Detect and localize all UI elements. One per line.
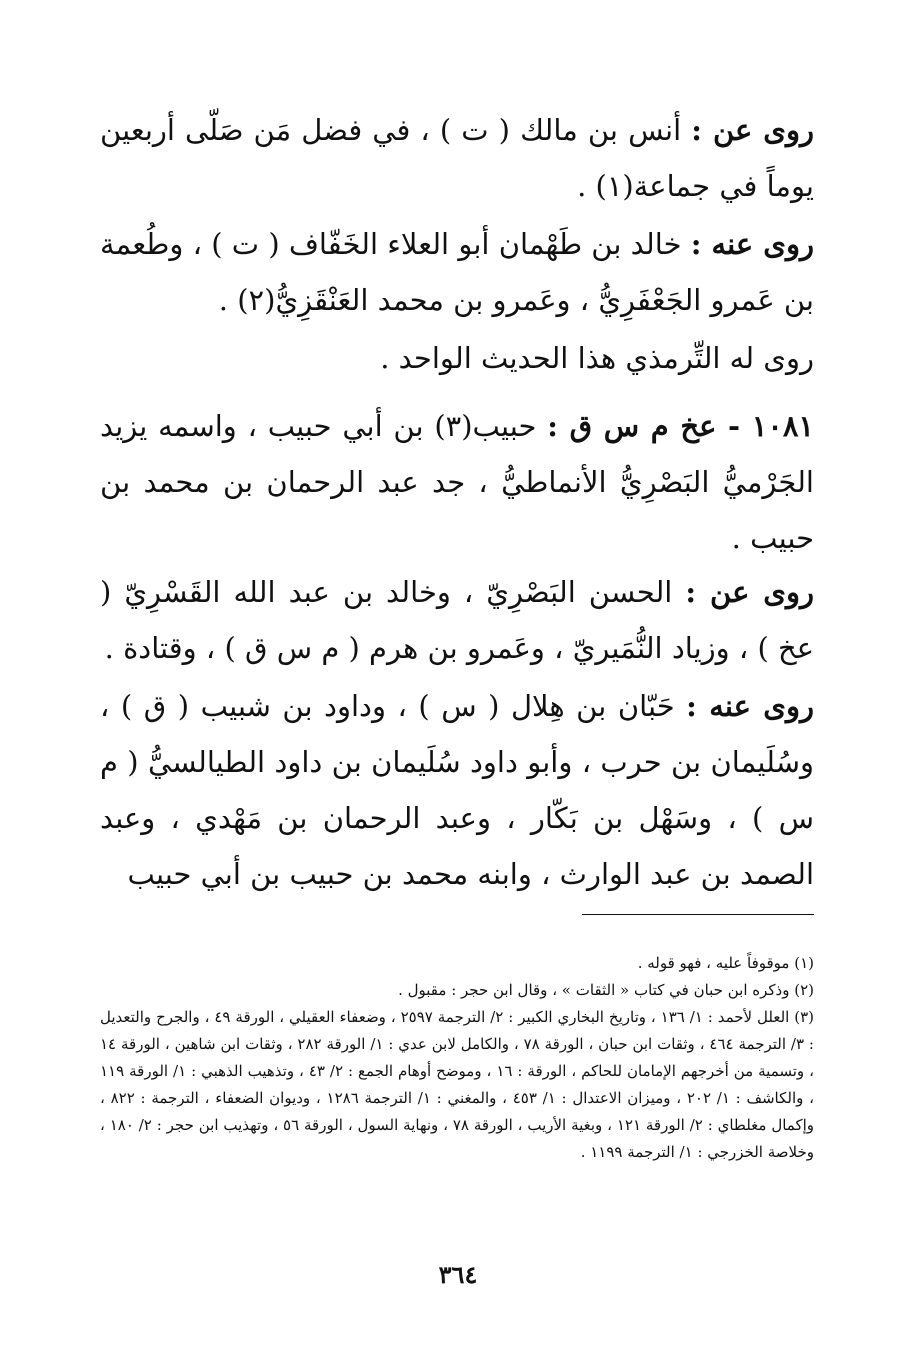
footnote-3: (٣) العلل لأحمد : ١/ ١٣٦ ، وتاريخ البخاري الكبير : ٢/ الترجمة ٢٥٩٧ ، وضعفاء العقيلي ، الورقة ٤٩ ، والجرح والتعديل : ٣/ الترجمة ٤٦٤ ، وثقات ابن حبان ، الورقة ٧٨ ، والكامل لابن عدي : ١/ الورقة ٢٨٢ ، وثقات ابن شاهين ، الورقة ١٤ ، وتسمية من أخرجهم الإمامان للحاكم ، الورقة : ١٦ ، وموضح أوهام الجمع : ٢/ ٤٣ ، وتذهيب الذهبي : ١/ الورقة ١١٩ ، والكاشف : ١/ ٢٠٢ ، وميزان الاعتدال : ١/ ٤٥٣ ، والمغني : ١/ الترجمة ١٢٨٦ ، وديوان الضعفاء ، الترجمة : ٨٢٢ ، وإكمال مغلطاي : ٢/ الورقة ١٢١ ، وبغية الأريب ، الورقة ٧٨ ، ونهاية السول ، الورقة ٥٦ ، وتهذيب ابن حجر : ٢/ ١٨٠ ، وخلاصة الخزرجي : ١/ الترجمة ١١٩٩ . <box>100 1008 815 1161</box>
paragraph-text: حَبّان بن هِلال ( س ) ، وداود بن شبيب ( ق ) ، وسُلَيمان بن حرب ، وأبو داود سُلَيمان بن داود الطيالسيُّ ( م س ) ، وسَهْل بن بَكّار ، وعبد الرحمان بن مَهْدي ، وعبد الصمد بن عبد الوارث ، وابنه محمد بن حبيب بن أبي حبيب <box>100 689 814 891</box>
paragraph-3 <box>100 330 814 386</box>
paragraph-lead: روى عنه : <box>686 689 814 723</box>
paragraph-6 <box>100 678 814 902</box>
footnote-2: (٢) وذكره ابن حبان في كتاب « الثقات » ، وقال ابن حجر : مقبول . <box>398 981 814 999</box>
paragraph-text: حبيب(٣) بن أبي حبيب ، واسمه يزيد الجَرْميُّ البَصْرِيُّ الأنماطيُّ ، جد عبد الرحمان بن محمد بن حبيب . <box>100 409 814 555</box>
paragraph-lead: روى عنه : <box>690 227 814 261</box>
paragraph-text: الحسن البَصْرِيّ ، وخالد بن عبد الله القَسْرِيّ ( عخ ) ، وزياد النُّمَيريّ ، وعَمرو بن هرم ( م س ق ) ، وقتادة . <box>100 575 814 665</box>
paragraph-text: أنس بن مالك ( ت ) ، في فضل مَن صَلّى أربعين يوماً في جماعة(١) . <box>100 113 814 203</box>
paragraph-text: روى له التِّرمذي هذا الحديث الواحد . <box>380 341 814 375</box>
paragraph-lead: روى عن : <box>691 113 814 147</box>
paragraph-2 <box>100 216 814 328</box>
entry-heading: ١٠٨١ - عخ م س ق : <box>547 409 815 443</box>
page-number: ٣٦٤ <box>438 1260 478 1289</box>
entry-1081 <box>100 398 814 566</box>
paragraph-text: خالد بن طَهْمان أبو العلاء الخَفّاف ( ت ) ، وطُعمة بن عَمرو الجَعْفَرِيُّ ، وعَمرو بن محمد العَنْقَزِيُّ(٢) . <box>100 227 814 317</box>
paragraph-lead: روى عن : <box>685 575 814 609</box>
paragraph-5 <box>100 564 814 676</box>
footnote-separator <box>582 914 814 915</box>
paragraph-1 <box>100 102 814 214</box>
footnote-1: (١) موقوفاً عليه ، فهو قوله . <box>637 954 814 972</box>
footnotes <box>100 950 814 1166</box>
